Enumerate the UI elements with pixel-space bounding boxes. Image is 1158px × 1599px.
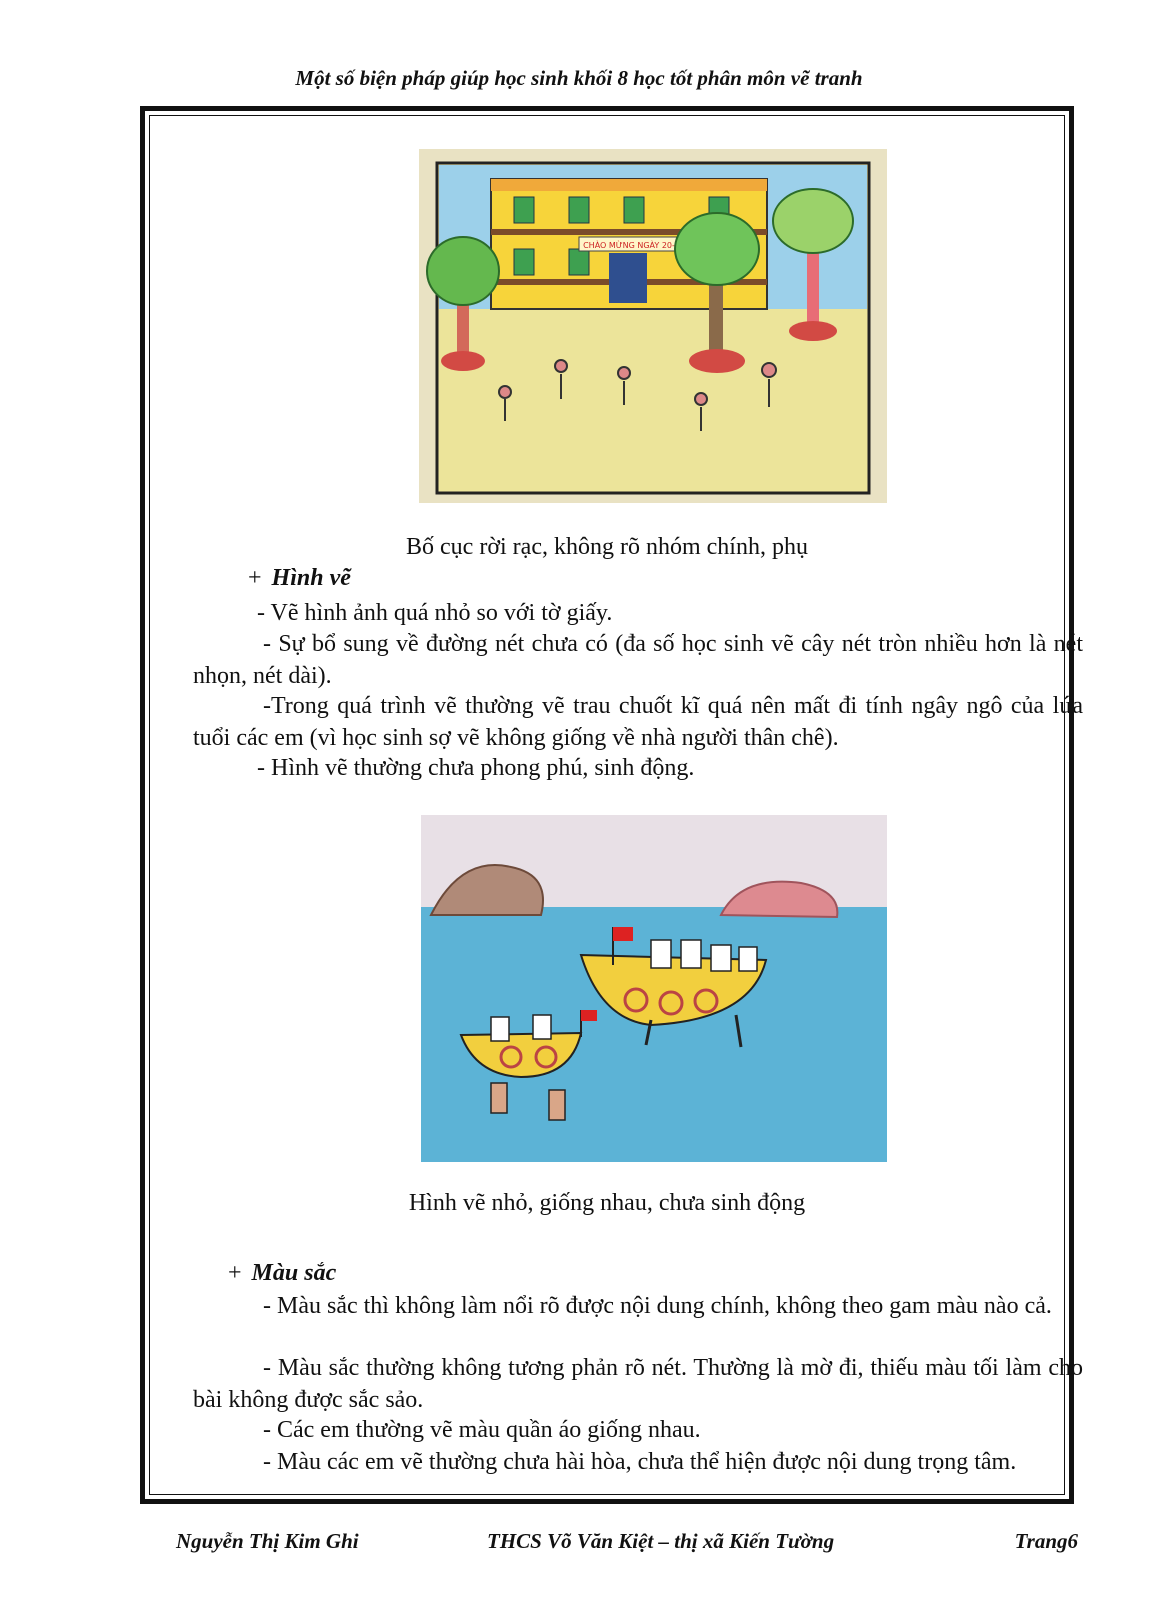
footer-school: THCS Võ Văn Kiệt – thị xã Kiến Tường [487,1529,835,1553]
page-header-title: Một số biện pháp giúp học sinh khối 8 học tốt phân môn vẽ tranh [295,66,863,90]
mau-sac-item-2: - Màu sắc thường không tương phản rõ nét. Thường là mờ đi, thiếu màu tối làm cho bài không được sắc sảo. [193,1355,1083,1413]
heading-plus-sign: + [228,1260,242,1286]
footer-page-number: Trang6 [1014,1529,1078,1553]
hinh-ve-item-1: - Vẽ hình ảnh quá nhỏ so với tờ giấy. [257,600,613,626]
mau-sac-item-1: - Màu sắc thì không làm nổi rõ được nội dung chính, không theo gam màu nào cả. [263,1293,1052,1319]
figure1-caption: Bố cục rời rạc, không rõ nhóm chính, phụ [406,534,808,560]
heading-text: Màu sắc [251,1260,337,1286]
figure2-caption: Hình vẽ nhỏ, giống nhau, chưa sinh động [408,1190,806,1216]
section-heading-mau-sac [228,1260,336,1287]
school-drawing-image [419,149,887,503]
boats-drawing-svg [421,815,887,1162]
mau-sac-item-3: - Các em thường vẽ màu quần áo giống nhau. [263,1417,701,1443]
mau-sac-item-4: - Màu các em vẽ thường chưa hài hòa, chưa thể hiện được nội dung trọng tâm. [263,1449,1017,1475]
footer-author: Nguyễn Thị Kim Ghi [176,1529,359,1553]
school-drawing-svg [419,149,887,503]
section-heading-hinh-ve [248,565,351,592]
banner-text: CHÀO MỪNG NGÀY 20- [583,241,675,250]
boats-drawing-image [421,815,887,1162]
hinh-ve-item-4: - Hình vẽ thường chưa phong phú, sinh động. [257,755,695,781]
heading-plus-sign: + [248,565,262,591]
heading-text: Hình vẽ [271,565,351,591]
hinh-ve-item-2: - Sự bổ sung về đường nét chưa có (đa số học sinh vẽ cây nét tròn nhiều hơn là nét nhọn, nét dài). [193,631,1083,689]
hinh-ve-item-3: -Trong quá trình vẽ thường vẽ trau chuốt kĩ quá nên mất đi tính ngây ngô của lứa tuổi các em (vì học sinh sợ vẽ không giống về nhà người thân chê). [193,693,1083,751]
